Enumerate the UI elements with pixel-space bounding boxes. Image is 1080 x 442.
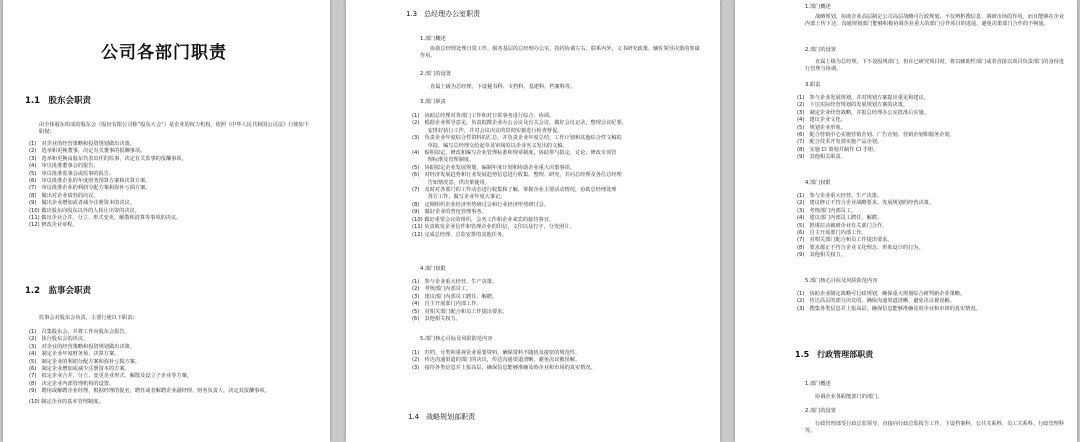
list-item: (1) 协助总经理对各部门工作和对日常事务进行综合、协调。 [412,113,555,119]
list-item: (6) 配合营销中心实施营销企划、广告企划、营销企划和服务企划。 [797,132,955,139]
list-item: (10) 制定企业的基本管理制度。 [29,398,104,405]
subsection-title: 5.部门核心目标及风险防范内容 [420,336,493,342]
subsection-title: 5.部门核心目标及风险防范内容 [805,278,878,284]
document-page-2 [346,0,720,442]
subsection-title: 1.部门概述 [805,381,831,387]
list-item: (5) 推诿拉动被研企业有关部门合作。 [797,222,888,229]
list-item: (8) 做出对企业债券的决议。 [29,192,99,199]
list-item: (8) 实施 CI 策划并制作 CI 手册。 [797,146,879,153]
list-item: (9) 聘用或解聘企业经理，根据经理的提名，聘任或者解聘企业副经理、财务负责人，决定其报酬事项。 [29,388,270,395]
list-item: (1) 参与企业重大经营、生产决策。 [797,193,883,199]
list-item: (1) 参与企业发展规划，并对规划方案提出重见和建议。 [797,95,929,101]
list-item: (2) 传达沟通渠道的部门的决议，传达沟通渠道清晰，避免决议被误解。 [412,357,581,364]
document-page-1 [3,0,330,442]
duty-list-shareholders [29,141,187,230]
subsection-text: 战略规划，协助企业高层制定公司高层战略可行政规划，不仅辨析搜信息、调研市场的作用。而且能够在企业内部上传下达、沟通规划部门能够积极协调企业重大的部门合作项目的进展，避免决策部门合作的不畅通。 [805,14,1065,28]
subsection-title: 2.部门的设置 [805,408,836,414]
list-item: (7) 配合技术开发部实施产品企划。 [797,139,883,146]
list-item: (2) 执行股东会的决议。 [29,336,89,343]
subsection-title: 4.部门权限 [805,180,831,186]
list-item: (1) 参与企业重大经营、生产决策。 [412,279,498,285]
list-item: (7) 审议批准企业的利润分配方案和弥补亏损方案。 [29,185,151,192]
list-item: (7) 拟定企业合并、分立、变更企业形式、解散及设立子企业等方案。 [29,373,192,380]
list-item: 各方工作，做写企业年度大事记。 [412,194,506,201]
subsection-text: 行政管理部受行政总监领导，直接向行政总监报告工作，下设档案科、公共关系科、员工关系科、行政管理科等。 [805,421,1065,435]
list-item: (7) 及时对各部门的工作动态进行收集和了解，掌握企业主要活动情况，协助总经理处理 [412,187,617,194]
section-intro: 监事会对股东会负责，主要行使以下职责： [39,315,138,321]
section-heading-1-1: 1.1 股东会职责 [25,96,92,106]
list-item: (3) 对企业的经营策略和投资规划做出决策。 [29,343,135,350]
list-item: 理标准及管理制度。 [412,157,475,164]
list-item: (2) 考核部门内部员工。 [412,286,472,293]
list-item: (11) 做出企业合并、分立、形式变更、解散和清算等事项的决议。 [29,215,182,222]
duty-list-strategy [797,95,955,162]
list-item: (2) 根据企业领导意见，负责拟撰企业办公会议及有关会议，做好会议记录，整理会议纪要， [412,120,627,127]
list-item: (3) 接待各类信息并上报高层，确保信息能够准确及時企业和市场的真实情况。 [412,364,596,371]
list-item: (9) 其他相关职责。 [797,154,846,161]
subsection-title: 2.部门的设置 [805,47,836,53]
subsection-text: 直属上级为总经理，下设秘书科、文档科、基建科、档案科等。 [430,84,576,90]
list-item: (2) 传达高层的部分决议的，确保沟通渠道清晰，避免决议被误解。 [797,298,955,305]
list-item: (2) 选举和更换董事，决定有关董事的报酬事项。 [29,148,146,155]
list-item: (10) 做出股东向股东以外的人转让出资的决议。 [29,207,140,214]
list-item: (8) 决定企业内部管理机构的设置。 [29,380,115,387]
list-item: (5) 审议批准监事会或监事的报告。 [29,170,115,177]
section-heading-1-5: 1.5 行政管理部职责 [795,350,874,359]
list-item: (4) 自主开展部门内部工作。 [412,301,482,308]
subsection-text: 协助总经理处理日常工作，服务基层的总经理办公室，指挥协调左右、联系内外，文书研究政策、辅佐领导决策的参谋作用。 [420,46,700,60]
section-heading-1-2: 1.2 监事会职责 [25,286,92,296]
list-item: (5) 制定企业的利润分配方案和弥补亏损方案。 [29,358,141,365]
list-item: (1) 归档、分类和重视企业重要资料，确保资料不随机及接密的规范性。 [412,350,581,356]
list-item: (4) 审议批准董事会的报告。 [29,163,99,170]
section-heading-1-3: 1.3 总经理办公室职责 [406,10,481,18]
authority-list-gm-office [412,279,508,323]
list-item: (6) 制定企业增加或减少注册资本的方案。 [29,366,130,373]
subsection-title: 4.部门权限 [420,266,446,272]
authority-list-strategy [797,193,934,260]
list-item: (9) 其他相关权力。 [797,252,846,259]
list-item: (4) 制定企业年度财务预、决算方案。 [29,351,120,358]
list-item: (4) 建议部门内部员工聘任、解聘。 [797,215,883,222]
risk-list-strategy [797,291,981,313]
list-item: (1) 对企业的经营策略和投资规划做出决策。 [29,141,135,147]
list-item: (6) 对经济发展趋势和行业发展趋势信息进行收集、整理、研究，并向总经理及各位总经理 [412,172,622,179]
list-item: (3) 选举和更换由股东代表出任的监事，决定有关监事的报酬事项。 [29,155,187,162]
subsection-title: 3.职责 [805,82,821,88]
list-item: (2) 建议修订不符合企业战略要求、发展规划的经营决策。 [797,200,935,207]
list-item: (11) 负责收发企业信件和管理企业的印信，文印以及打字、分发照片。 [412,224,575,231]
list-item: (12) 修改企业章程。 [29,222,78,229]
risk-list-gm-office [412,350,596,372]
list-item: 告知情况意，供决策使用。 [412,179,490,186]
subsection-text: 协调企业各职能部门的部门。 [815,394,883,400]
section-intro: 由全体股东组成的股东会（股份有限公司称“股东大会”）是企业的权力机构，依照《中华人民共和国公司法》行使如下职权： [39,122,309,136]
duty-list-gm-office [412,113,627,239]
list-item: (5) 规划企业形象。 [797,124,846,131]
list-item: 安排好执行工作，并对会议决议的贯彻实施进行检查督促。 [412,127,563,134]
list-item: (3) 搜集各类信息并上报高层，确保信息能够准确及时企业和市场的真实情况。 [797,305,981,312]
list-item: (3) 建议部门内部员工聘任、解聘。 [412,293,498,300]
list-item: (9) 做好企业的普包管理事务。 [412,209,487,216]
list-item: (8) 要求都正不符合企业文化理念、形象设计的行为。 [797,244,924,251]
list-item: (1) 协助企业制定战略可行政规划，确保重大规划综合研判新企业策略。 [797,291,966,297]
list-item: (3) 制定企业经营战略，并报总经理办公室批准后实施。 [797,109,929,116]
list-item: (4) 贴积拟定、修改和编写企业管理标准和规章制度，协助参与拟定、讨论、修改专项管 [412,150,617,157]
list-item: (10) 做好重要会议的组织，会务工作和企业来宾的接待事宜。 [412,216,554,223]
document-page-3 [735,0,1077,442]
list-item: (6) 其他相关权力。 [412,316,461,323]
subsection-title: 3.部门职责 [420,99,446,105]
list-item: (9) 做出企业增加或者减少注册资本的决议。 [29,200,135,207]
duty-list-supervisors [29,329,299,406]
list-item: (8) 定期组织企业经济形势研讨会和行业经济形势研讨会。 [412,201,550,208]
list-item: (3) 负责企业年度综合性资料的汇总，并负责企业年度总结、工作计划和其他综合性文稿的 [412,135,622,142]
list-item: (6) 审议批准企业的年度财务预算方案和决算方案。 [29,178,151,185]
list-item: (2) 下达实际经营规划的发展规划方案的决策。 [797,102,909,109]
subsection-title: 1.部门概述 [805,4,831,10]
document-title: 公司各部门职责 [101,43,227,63]
list-item: (6) 自主开展部门内部工作。 [797,230,867,237]
list-item: (5) 协助拟定企业发展规划，编制年度计划和协助企业重大决策事项。 [412,164,575,171]
list-item: (12) 完成总经理、总监安排的其他任务。 [412,231,508,238]
subsection-text: 直属上级为总经理，下不设股规部门。但在已研究项目时，将以辅助性部门或者直接以项目负责部门的身份进行管理与协调。 [805,59,1065,73]
list-item: (1) 召集股东会，并将工作向股东会报告。 [29,329,130,335]
list-item: (4) 建议企业文化。 [797,117,846,124]
list-item: (7) 对相关部门配合和员工作提出要求。 [797,237,893,244]
list-item: 草拟，编写总经理交给起草及审阅的以企业名义发出的文稿。 [412,142,568,149]
list-item: (5) 对相关部门配合和员工作提出要求。 [412,308,508,315]
subsection-title: 2.部门的设置 [420,71,451,77]
section-heading-1-4: 1.4 战略规划部职责 [408,413,476,421]
list-item: (3) 考核部门内部员工。 [797,207,857,214]
subsection-title: 1.部门概述 [420,36,446,42]
